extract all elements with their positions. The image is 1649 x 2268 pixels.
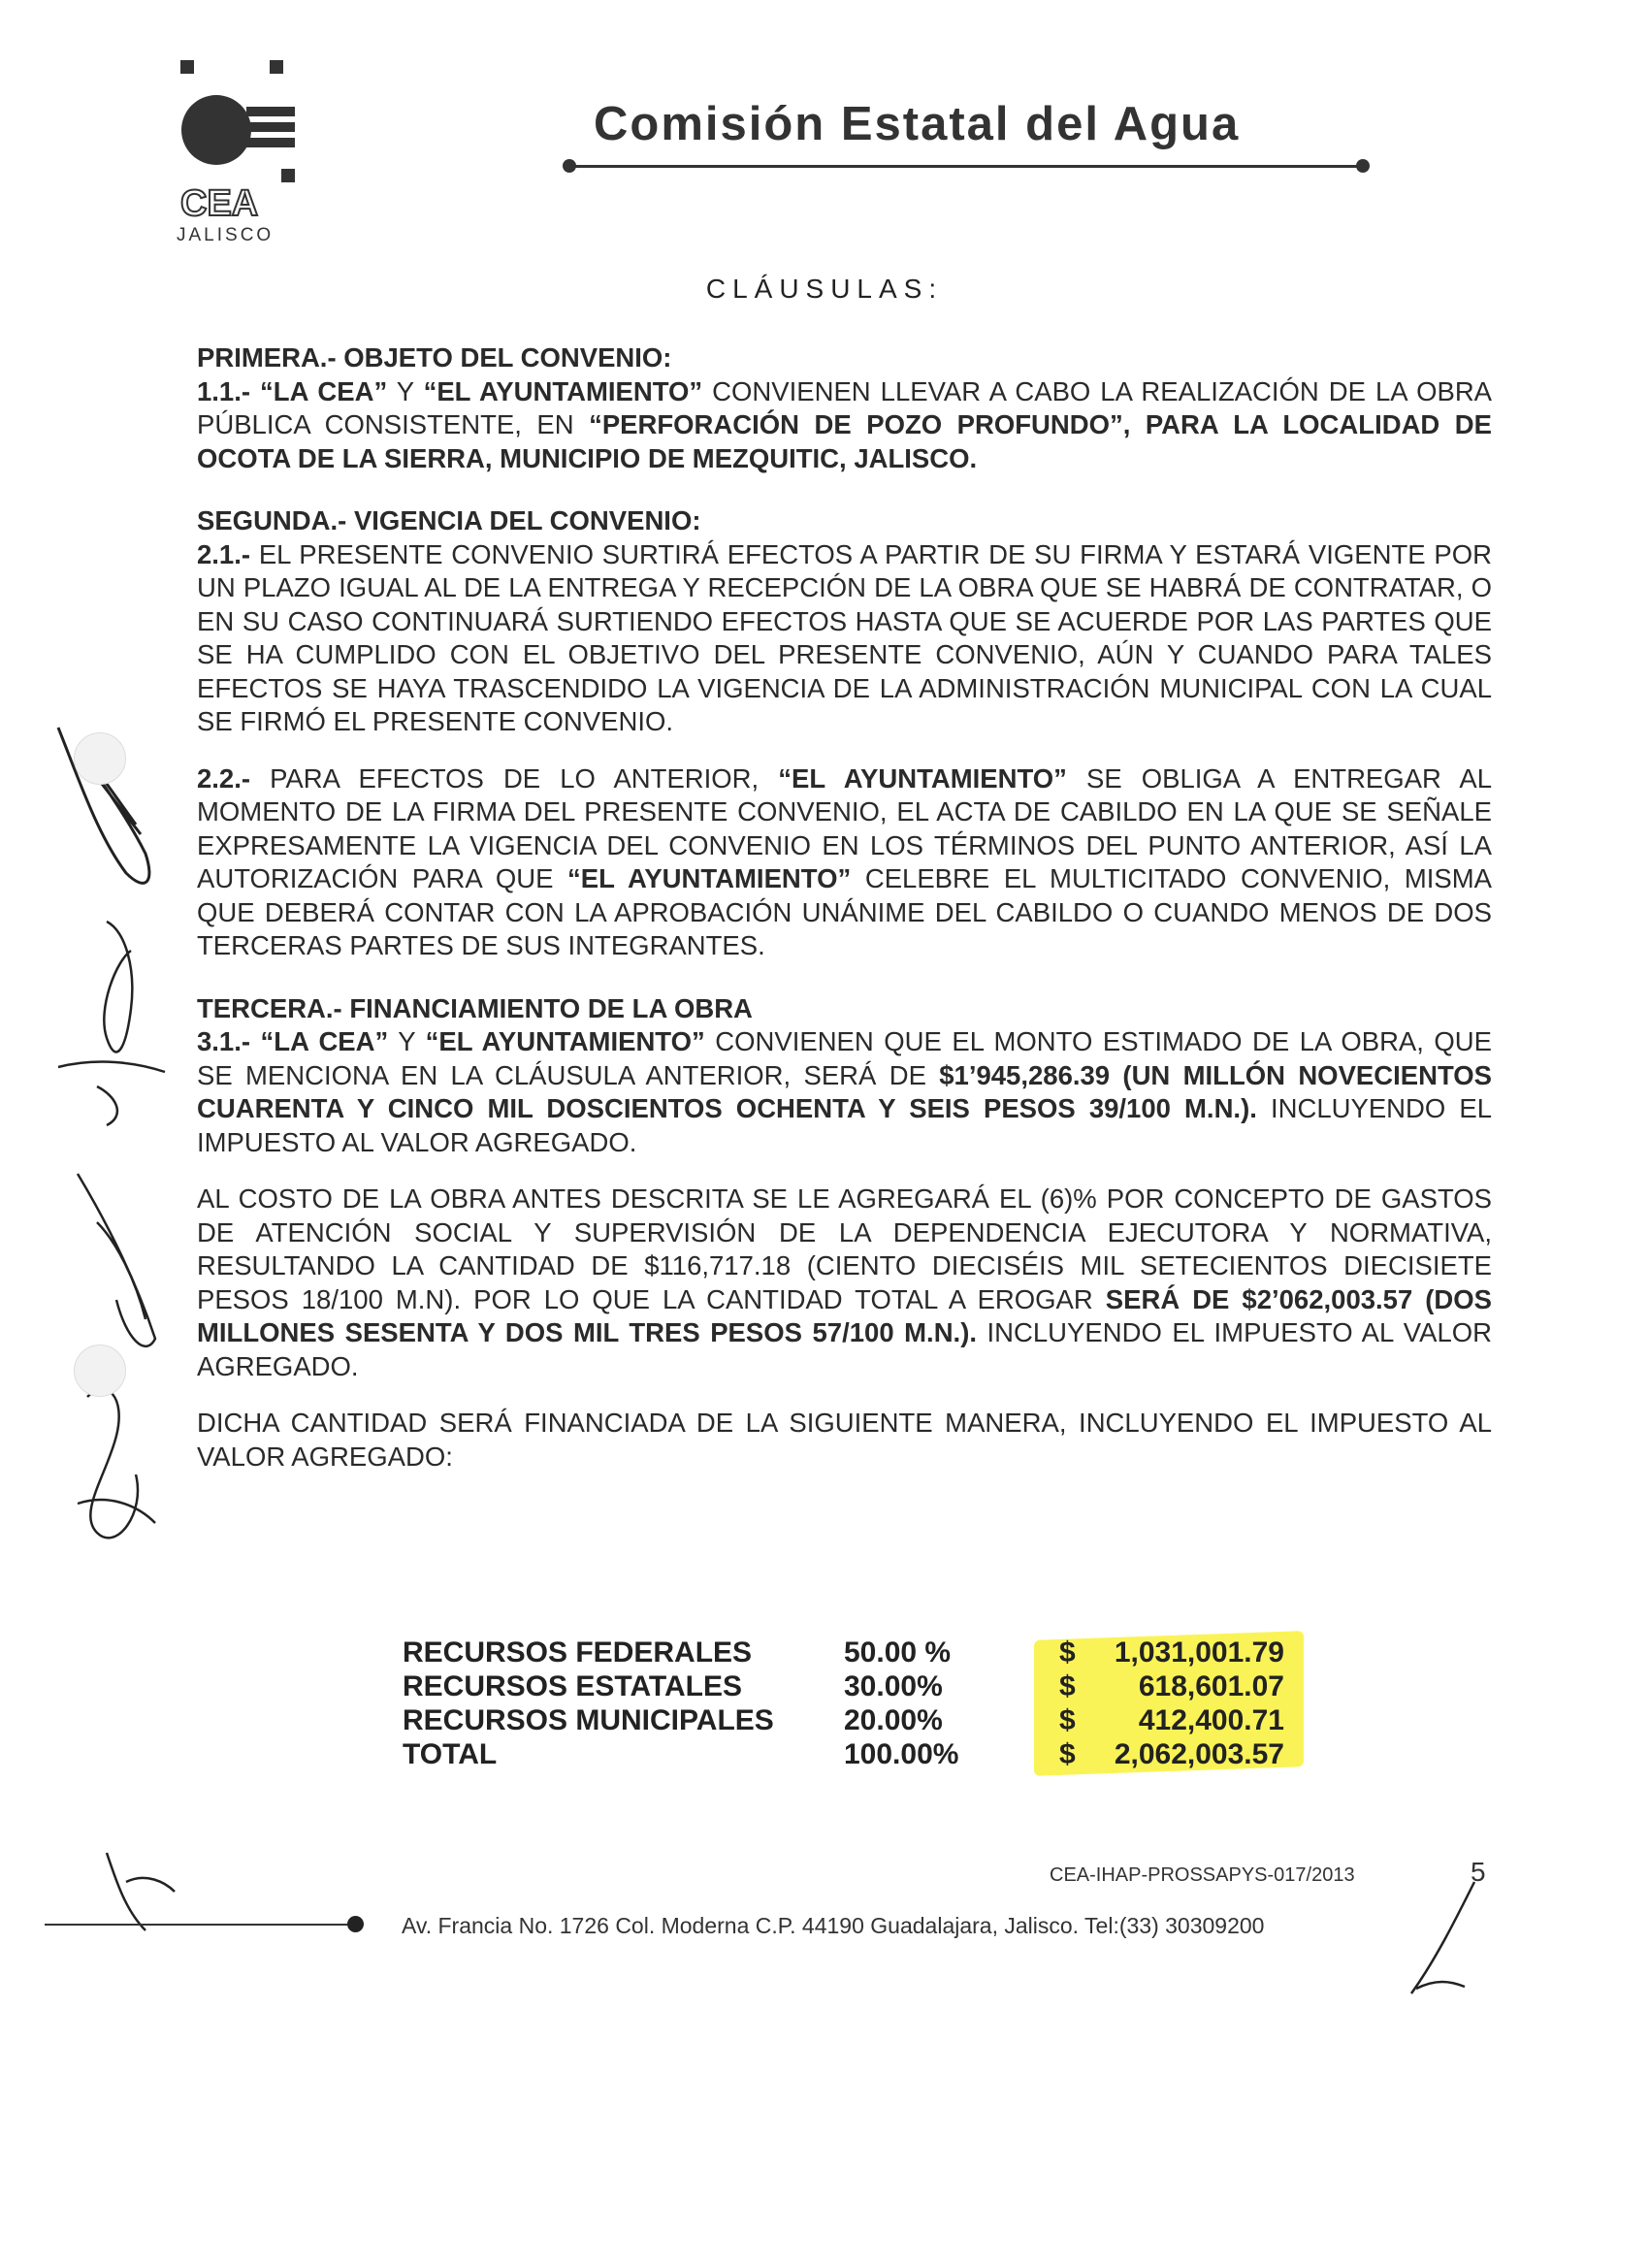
punch-hole — [74, 732, 126, 785]
logo-jalisco-text: JALISCO — [177, 225, 275, 245]
footer-rule — [45, 1924, 361, 1926]
party-cea: “LA CEA” — [260, 375, 388, 406]
clause-number: 1.1.- — [197, 375, 251, 406]
clause-number: 3.1.- — [197, 1026, 251, 1056]
clause-tercera-1 — [197, 992, 1492, 1160]
clause-text: SE OBLIGA A ENTREGAR AL MOMENTO DE LA FIRMA DEL PRESENTE CONVENIO, EL ACTA DE CABILDO EN LA QUE SE SEÑALE EXPRESAMENTE LA VIGENCIA DEL CONVENIO EN LOS TÉRMINOS DEL PUNTO ANTERIOR, ASÍ LA AUTORIZACIÓN PARA QUE — [197, 762, 1493, 893]
clause-text: EL PRESENTE CONVENIO SURTIRÁ EFECTOS A PARTIR DE SU FIRMA Y ESTARÁ VIGENTE POR UN PLAZO IGUAL AL DE LA ENTREGA Y RECEPCIÓN DE LA OBRA QUE SE HABRÁ DE CONTRATAR, O EN SU CASO CONTINUARÁ SURTIENDO EFECTOS HASTA QUE SE ACUERDE POR LAS PARTES QUE SE HA CUMPLIDO CON EL OBJETIVO DEL PRESENTE CONVENIO, AÚN Y CUANDO PARA TALES EFECTOS SE HAYA TRASCENDIDO LA VIGENCIA DE LA ADMINISTRACIÓN MUNICIPAL CON LA CUAL SE FIRMÓ EL PRESENTE CONVENIO. — [197, 538, 1493, 736]
clause-primera-heading: PRIMERA.- OBJETO DEL CONVENIO: — [197, 342, 672, 373]
conjunction: Y — [398, 1026, 416, 1056]
funding-source: RECURSOS ESTATALES — [403, 1670, 743, 1702]
header-rule — [568, 165, 1364, 168]
funding-amount-cell — [1050, 1737, 1310, 1771]
funding-amount: 2,062,003.57 — [1114, 1738, 1284, 1770]
clause-primera — [197, 341, 1492, 475]
clause-tercera-2 — [197, 1183, 1492, 1383]
document-body — [197, 341, 1492, 1503]
funding-source: RECURSOS MUNICIPALES — [403, 1704, 774, 1736]
clause-segunda-2 — [197, 762, 1492, 963]
table-row — [403, 1636, 1310, 1669]
funding-amount: 1,031,001.79 — [1114, 1636, 1284, 1669]
funding-percent: 100.00% — [844, 1738, 959, 1770]
clause-segunda-1 — [197, 504, 1492, 739]
funding-source: TOTAL — [403, 1738, 498, 1770]
party-ayuntamiento: “EL AYUNTAMIENTO” — [778, 762, 1067, 794]
funding-amount: 618,601.07 — [1138, 1670, 1284, 1702]
clause-amount-bold: $1’945,286.39 (UN MILLÓN NOVECIENTOS CUARENTA Y CINCO MIL DOSCIENTOS OCHENTA Y SEIS PESOS 39/100 M.N.). — [197, 1059, 1492, 1123]
clause-segunda-heading: SEGUNDA.- VIGENCIA DEL CONVENIO: — [197, 505, 701, 535]
logo-mark: CEA — [180, 183, 259, 224]
currency-symbol: $ — [1059, 1738, 1076, 1770]
header-title: Comisión Estatal del Agua — [594, 98, 1241, 150]
header-rule-dot-left — [563, 159, 576, 173]
funding-percent: 30.00% — [844, 1670, 943, 1702]
clause-text: INCLUYENDO EL IMPUESTO AL VALOR AGREGADO. — [197, 1317, 1492, 1381]
clause-number: 2.2.- — [197, 762, 251, 794]
clause-text: PARA EFECTOS DE LO ANTERIOR, — [270, 762, 760, 794]
margin-signatures — [39, 718, 184, 1940]
conjunction: Y — [396, 375, 414, 406]
clause-text: CELEBRE EL MULTICITADO CONVENIO, MISMA QUE DEBERÁ CONTAR CON LA APROBACIÓN UNÁNIME DEL CABILDO O CUANDO MENOS DE DOS TERCERAS PARTES DE SUS INTEGRANTES. — [197, 863, 1493, 960]
currency-symbol: $ — [1059, 1704, 1076, 1736]
funding-percent: 50.00 % — [844, 1636, 952, 1669]
funding-percent: 20.00% — [844, 1704, 943, 1736]
footer-rule-dot — [347, 1916, 364, 1932]
clause-text-bold: “PERFORACIÓN DE POZO PROFUNDO”, PARA LA LOCALIDAD DE OCOTA DE LA SIERRA, MUNICIPIO DE MEZQUITIC, JALISCO. — [197, 409, 1492, 473]
clause-total-bold: SERÁ DE $2’062,003.57 (DOS MILLONES SESENTA Y DOS MIL TRES PESOS 57/100 M.N.). — [197, 1283, 1493, 1347]
clause-tercera-heading: TERCERA.- FINANCIAMIENTO DE LA OBRA — [197, 992, 753, 1023]
clause-number: 2.1.- — [197, 538, 251, 569]
document-reference: CEA-IHAP-PROSSAPYS-017/2013 — [1050, 1864, 1355, 1886]
party-ayuntamiento: “EL AYUNTAMIENTO” — [567, 863, 852, 893]
footer-address: Av. Francia No. 1726 Col. Moderna C.P. 44190 Guadalajara, Jalisco. Tel:(33) 30309200 — [402, 1913, 1265, 1938]
clause-text: CONVIENEN LLEVAR A CABO LA REALIZACIÓN DE LA OBRA PÚBLICA CONSISTENTE, EN — [197, 375, 1493, 439]
currency-symbol: $ — [1059, 1670, 1076, 1702]
funding-amount-cell — [1050, 1636, 1310, 1669]
header-rule-dot-right — [1356, 159, 1370, 173]
table-row-total — [403, 1737, 1310, 1771]
party-ayuntamiento: “EL AYUNTAMIENTO” — [423, 375, 703, 406]
table-row — [403, 1703, 1310, 1737]
party-cea: “LA CEA” — [260, 1026, 389, 1056]
table-row — [403, 1669, 1310, 1703]
funding-amount: 412,400.71 — [1138, 1704, 1284, 1736]
page-number: 5 — [1471, 1857, 1486, 1887]
currency-symbol: $ — [1059, 1636, 1076, 1669]
funding-source: RECURSOS FEDERALES — [403, 1636, 753, 1669]
page-initial-signature — [1397, 1872, 1484, 1998]
punch-hole — [74, 1345, 126, 1397]
clause-text: AL COSTO DE LA OBRA ANTES DESCRITA SE LE AGREGARÁ EL (6)% POR CONCEPTO DE GASTOS DE ATENCIÓN SOCIAL Y SUPERVISIÓN DE LA DEPENDENCIA EJECUTORA Y NORMATIVA, RESULTANDO LA CANTIDAD DE $116,717.18 (CIENTO DIECISÉIS MIL SETECIENTOS DIECISIETE PESOS 18/100 M.N). POR LO QUE LA CANTIDAD TOTAL A EROGAR — [197, 1183, 1492, 1314]
funding-amount-cell — [1050, 1703, 1310, 1737]
clause-text: CONVIENEN QUE EL MONTO ESTIMADO DE LA OBRA, QUE SE MENCIONA EN LA CLÁUSULA ANTERIOR, SERÁ DE — [197, 1026, 1493, 1090]
clause-text: INCLUYENDO EL IMPUESTO AL VALOR AGREGADO. — [197, 1093, 1492, 1157]
clause-tercera-3: DICHA CANTIDAD SERÁ FINANCIADA DE LA SIGUIENTE MANERA, INCLUYENDO EL IMPUESTO AL VALOR AGREGADO: — [197, 1408, 1492, 1472]
section-title: CLÁUSULAS: — [705, 274, 944, 304]
funding-amount-cell — [1050, 1669, 1310, 1703]
financing-table — [403, 1636, 1310, 1771]
party-ayuntamiento: “EL AYUNTAMIENTO” — [425, 1026, 705, 1056]
